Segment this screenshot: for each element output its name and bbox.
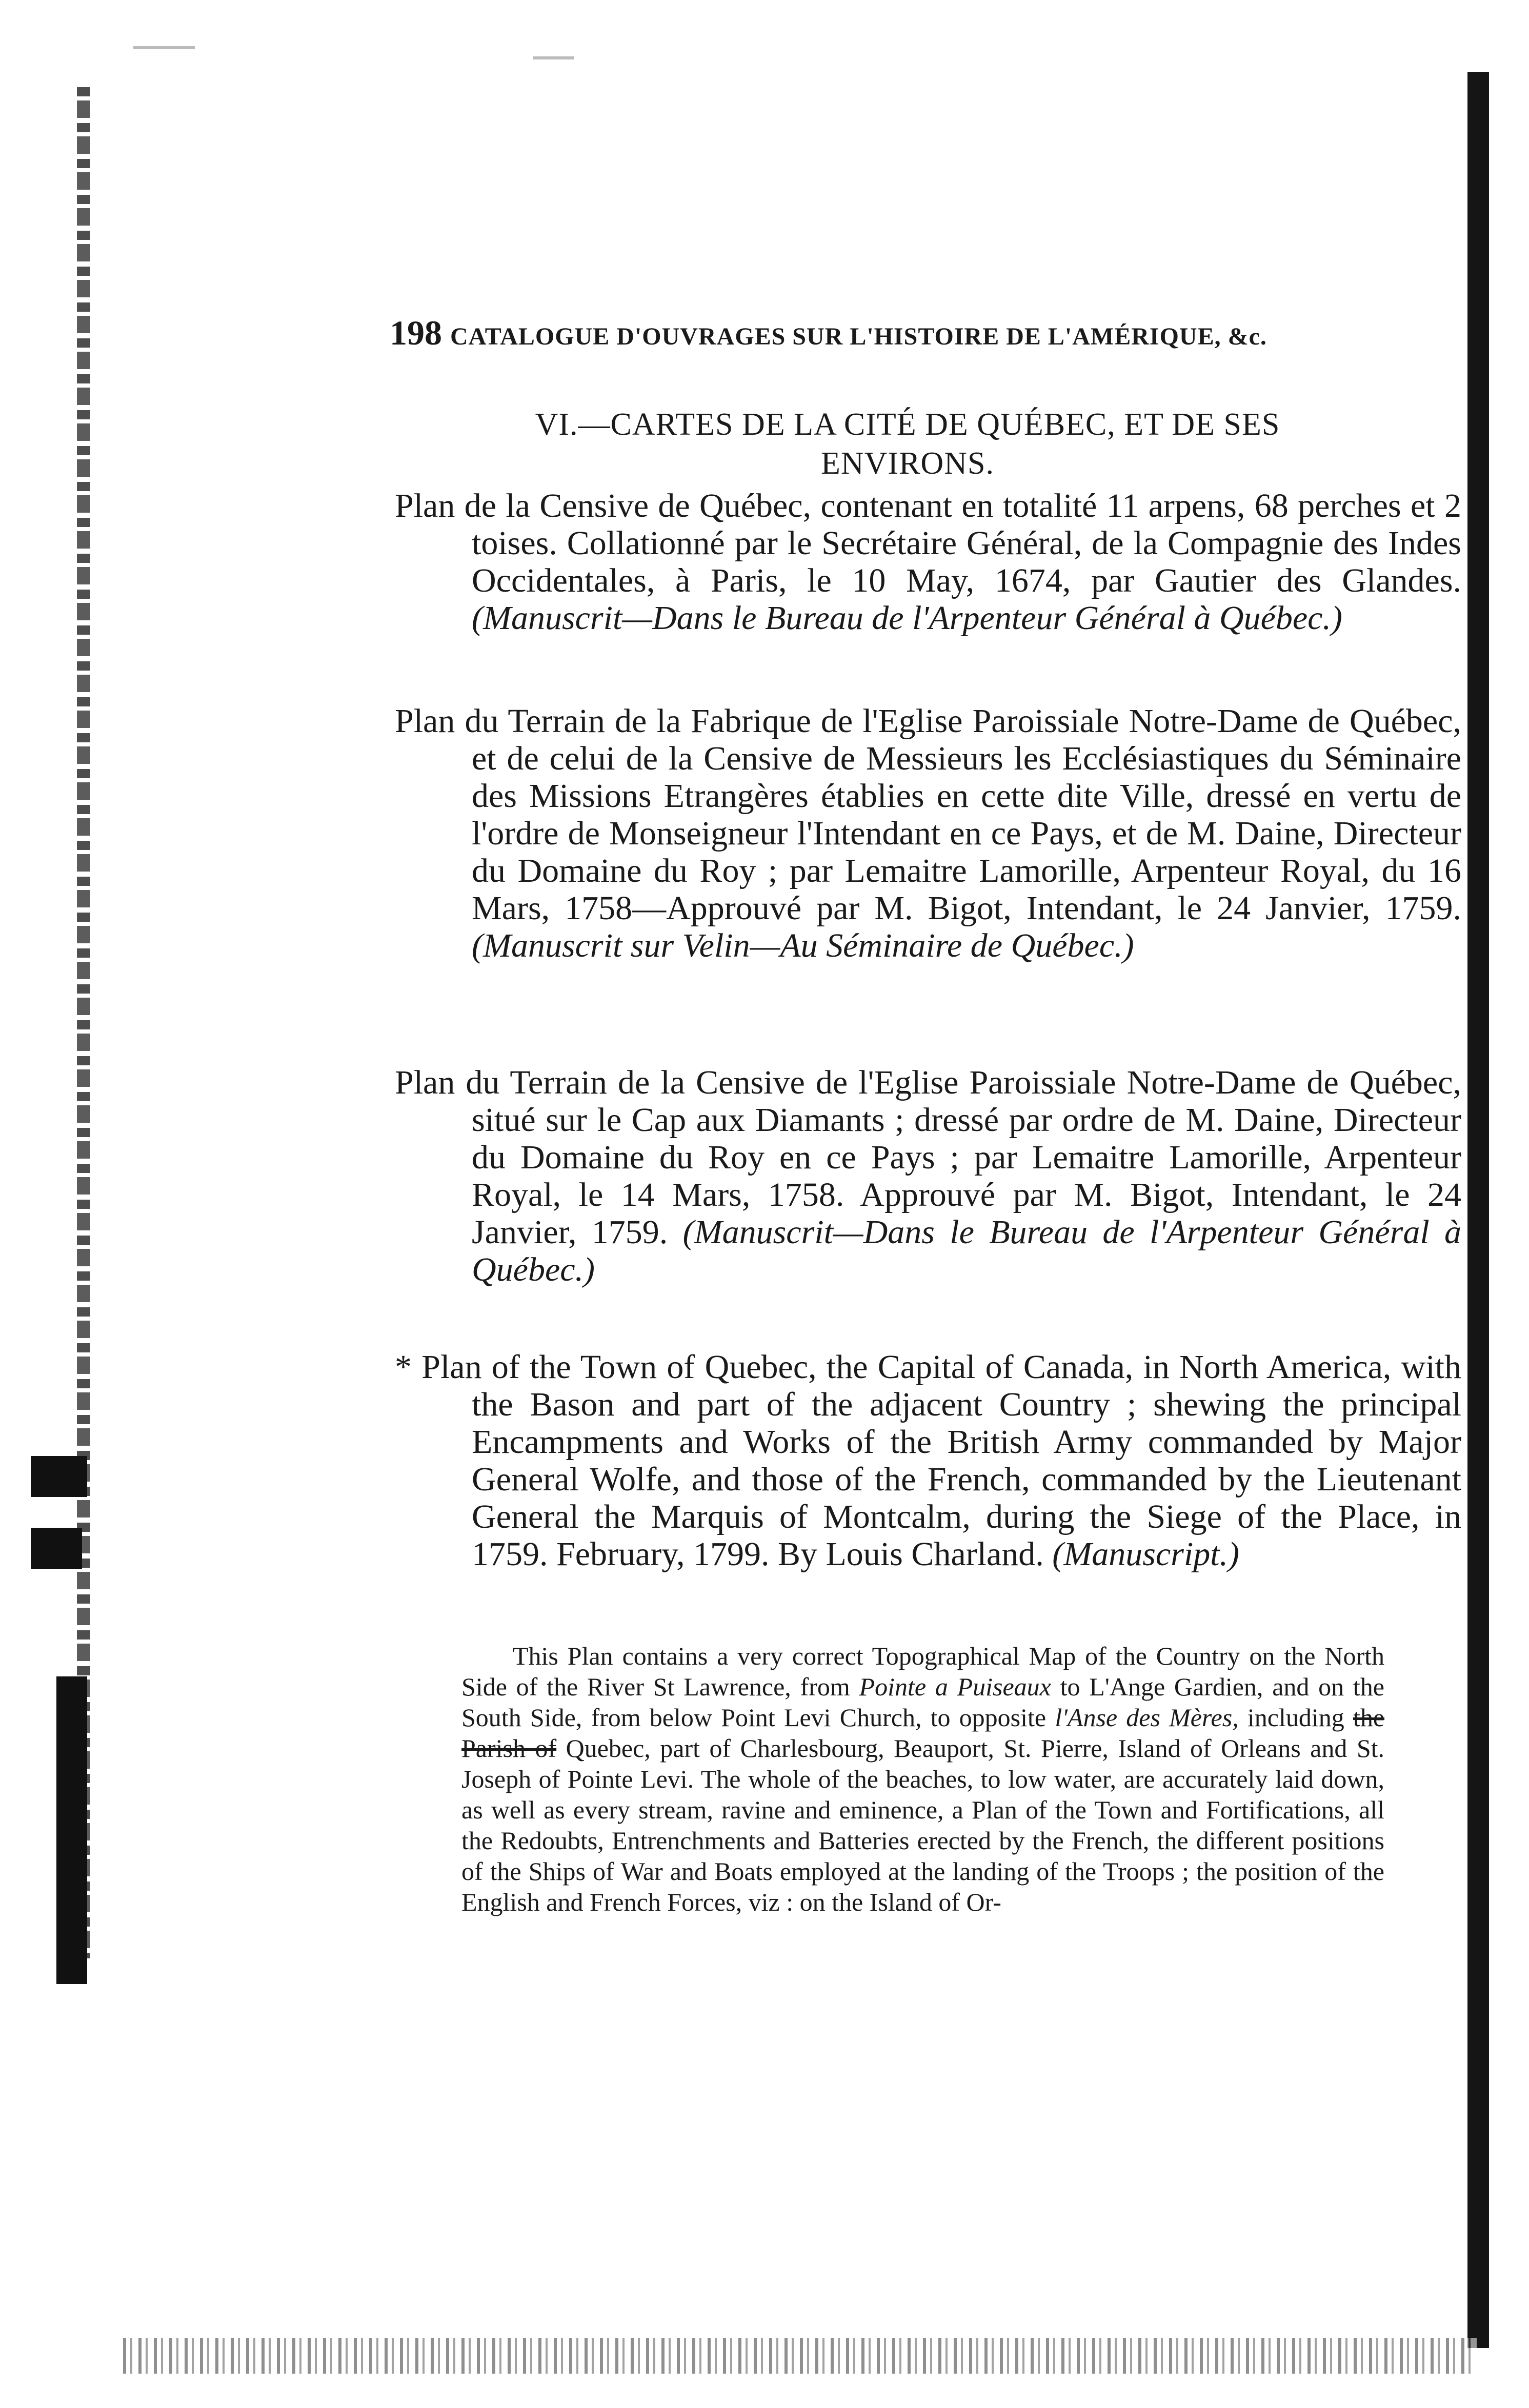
top-edge-noise [133,46,195,49]
page-number: 198 [390,313,442,352]
entry-location: (Manuscrit—Dans le Bureau de l'Arpenteur Général à Québec.) [472,599,1342,637]
entry-location: (Manuscrit sur Velin—Au Séminaire de Québec.) [472,927,1134,964]
note-text: This Plan contains a very correct Topographical Map of the Country on the North Side of the River St Lawrence, from [461,1642,1384,1701]
catalogue-entry-3 [395,1064,1461,1288]
scan-artifact-block [56,1676,87,1984]
entry-location: (Manuscrit—Dans le Bureau de l'Arpenteur Général à Québec.) [472,1213,1461,1288]
entry-text: Plan of the Town of Quebec, the Capital of Canada, in North America, with the Bason and part of the adjacent Country ; shewing the principal Encampments and Works of the British Army commanded by Major General Wolfe, and those of the French, commanded by the Lieutenant General the Marquis of Montcalm, during the Siege of the Place, in 1759. February, 1799. By Louis Charland. [421,1348,1461,1573]
entry-location: (Manuscript.) [1052,1535,1240,1573]
running-header [390,313,1446,359]
entry-text: Plan de la Censive de Québec, contenant en totalité 11 arpens, 68 perches et 2 toises. Collationné par le Secrétaire Général, de la Compagnie des Indes Occidentales, à Paris, le 10 May, 1674, par Gautier des Glandes. [395,487,1461,599]
catalogue-entry-2 [395,702,1461,964]
entry-note [461,1641,1384,1917]
running-head-text: CATALOGUE D'OUVRAGES SUR L'HISTOIRE DE L'AMÉRIQUE, &c. [450,323,1267,350]
catalogue-entry-1 [395,487,1461,637]
scan-artifact-block [31,1456,87,1497]
right-edge-shadow [1467,72,1489,2348]
note-text: to L'Ange Gardien, and on the South Side, from below Point Levi Church, to opposite [461,1672,1385,1732]
note-place-name: l'Anse des Mères, [1055,1703,1239,1732]
note-text: Quebec, part of Charlesbourg, Beauport, St. Pierre, Island of Orleans and St. Joseph of Pointe Levi. The whole of the beaches, to low water, are accurately laid down, as well as every stream, ravine and eminence, a Plan of the Town and Fortifications, all the Redoubts, Entrenchments and Batteries erected by the French, the different positions of the Ships of War and Boats employed at the landing of the Troops ; the position of the English and French Forces, viz : on the Island of Or- [461,1734,1385,1916]
section-title: VI.—CARTES DE LA CITÉ DE QUÉBEC, ET DE SES ENVIRONS. [535,407,1280,481]
note-place-name: Pointe a Puiseaux [859,1672,1051,1701]
asterisk-marker: * [395,1348,412,1386]
top-edge-noise [533,56,574,59]
note-text: including [1247,1703,1344,1732]
entry-text: Plan du Terrain de la Fabrique de l'Eglise Paroissiale Notre-Dame de Québec, et de celui de la Censive de Messieurs les Ecclésiastiques du Séminaire des Missions Etrangères établies en cette dite Ville, dressé en vertu de l'ordre de Monseigneur l'Intendant en ce Pays, et de M. Daine, Directeur du Domaine du Roy ; par Lemaitre Lamorille, Arpenteur Royal, du 16 Mars, 1758—Approuvé par M. Bigot, Intendant, le 24 Janvier, 1759. [395,702,1461,927]
note-struck-text: the Parish of [461,1703,1385,1763]
scan-artifact-block [31,1528,82,1569]
bottom-edge-noise [123,2338,1477,2374]
catalogue-entry-4 [395,1348,1461,1573]
entry-text: Plan du Terrain de la Censive de l'Eglise Paroissiale Notre-Dame de Québec, situé sur le Cap aux Diamants ; dressé par ordre de M. Daine, Directeur du Domaine du Roy en ce Pays ; par Lemaitre Lamorille, Arpenteur Royal, le 14 Mars, 1758. Approuvé par M. Bigot, Intendant, le 24 Janvier, 1759. [395,1064,1461,1251]
